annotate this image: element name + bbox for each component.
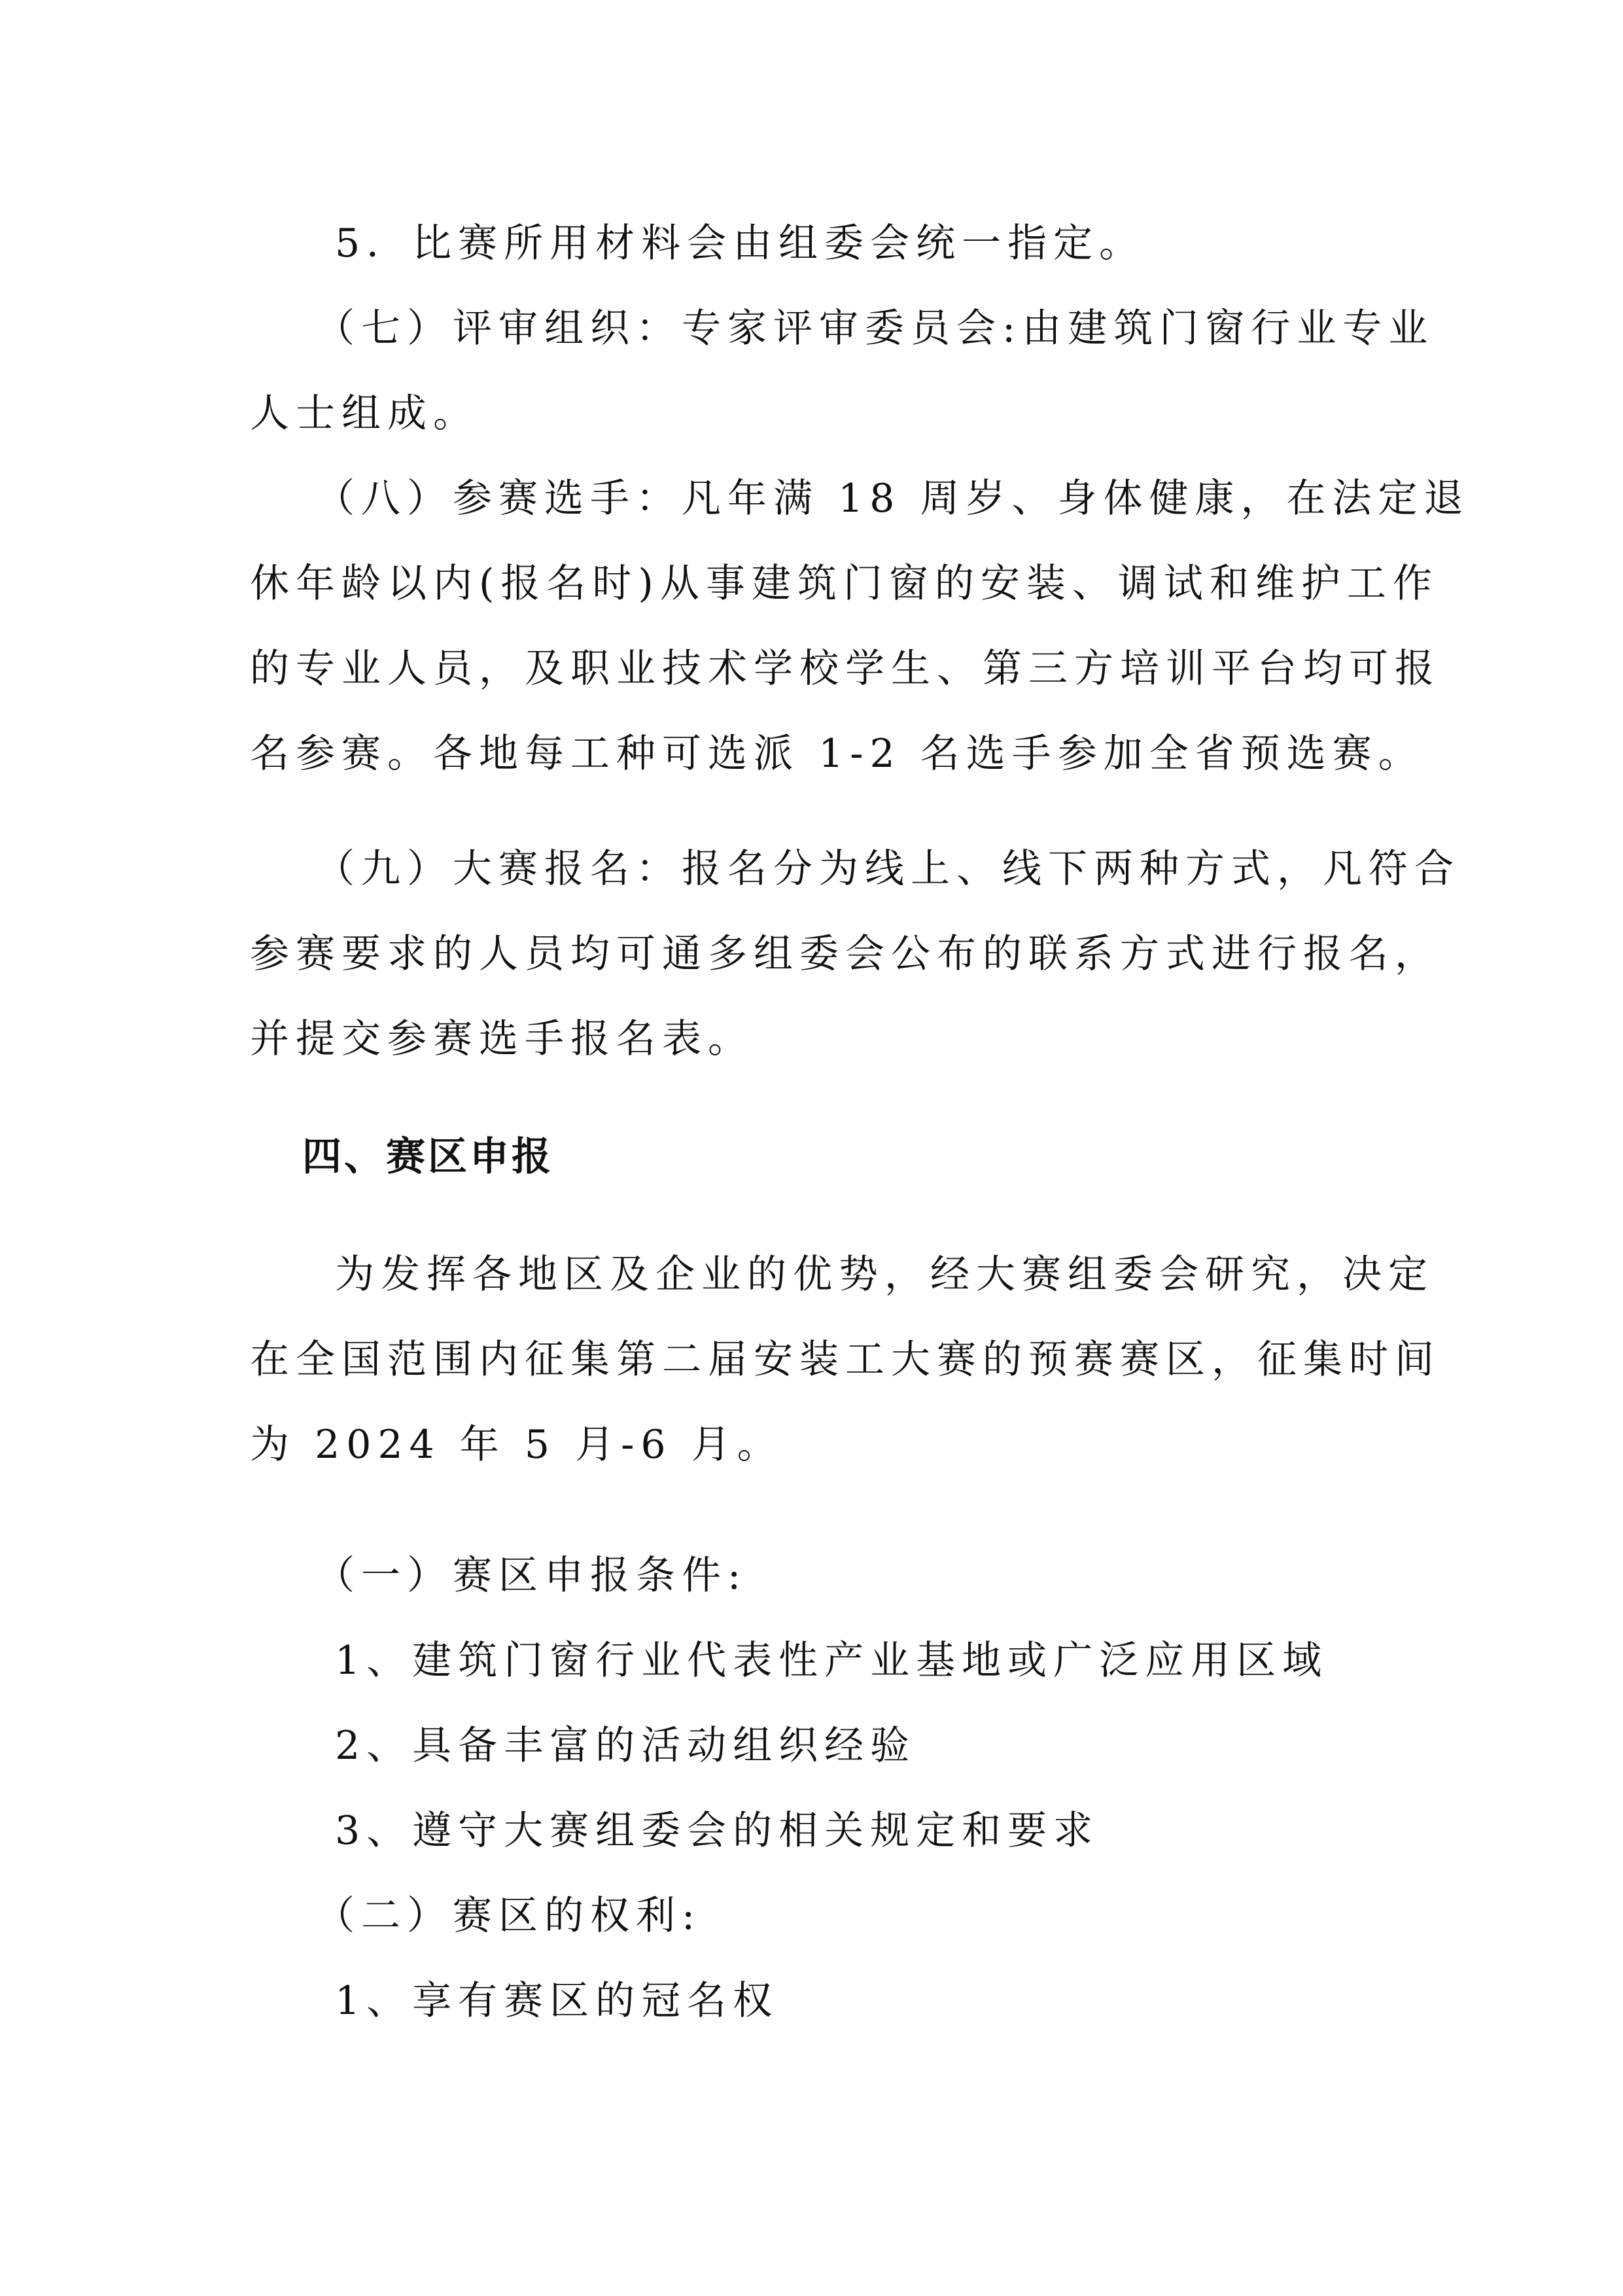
condition-item-1: 1、建筑门窗行业代表性产业基地或广泛应用区域: [335, 1638, 1329, 1684]
subsection-2-rights: （二）赛区的权利:: [315, 1893, 702, 1939]
division-intro-cont-1: 在全国范围内征集第二届安装工大赛的预赛赛区，征集时间: [250, 1337, 1440, 1383]
section-9-registration-cont-2: 并提交参赛选手报名表。: [250, 1016, 754, 1062]
section-9-registration-cont-1: 参赛要求的人员均可通多组委会公布的联系方式进行报名，: [250, 931, 1440, 977]
section-7-review: （七）评审组织：专家评审委员会:由建筑门窗行业专业: [315, 306, 1435, 351]
heading-division-application: 四、赛区申报: [302, 1134, 553, 1180]
rights-item-1: 1、享有赛区的冠名权: [335, 1978, 779, 2024]
section-7-review-cont: 人士组成。: [250, 391, 479, 436]
section-8-participants-cont-1: 休年龄以内(报名时)从事建筑门窗的安装、调试和维护工作: [250, 561, 1439, 607]
section-8-participants-cont-2: 的专业人员，及职业技术学校学生、第三方培训平台均可报: [250, 646, 1440, 692]
rule-item-5: 5．比赛所用材料会由组委会统一指定。: [335, 221, 1145, 266]
division-intro-cont-2: 为 2024 年 5 月-6 月。: [250, 1422, 783, 1468]
condition-item-3: 3、遵守大赛组委会的相关规定和要求: [335, 1808, 1100, 1854]
condition-item-2: 2、具备丰富的活动组织经验: [335, 1723, 916, 1769]
section-8-participants-cont-3: 名参赛。各地每工种可选派 1-2 名选手参加全省预选赛。: [250, 731, 1424, 777]
subsection-1-conditions: （一）赛区申报条件:: [315, 1553, 748, 1598]
division-intro: 为发挥各地区及企业的优势，经大赛组委会研究，决定: [335, 1252, 1434, 1298]
section-9-registration: （九）大赛报名：报名分为线上、线下两种方式，凡符合: [315, 846, 1460, 892]
section-8-participants: （八）参赛选手：凡年满 18 周岁、身体健康，在法定退: [315, 476, 1470, 521]
